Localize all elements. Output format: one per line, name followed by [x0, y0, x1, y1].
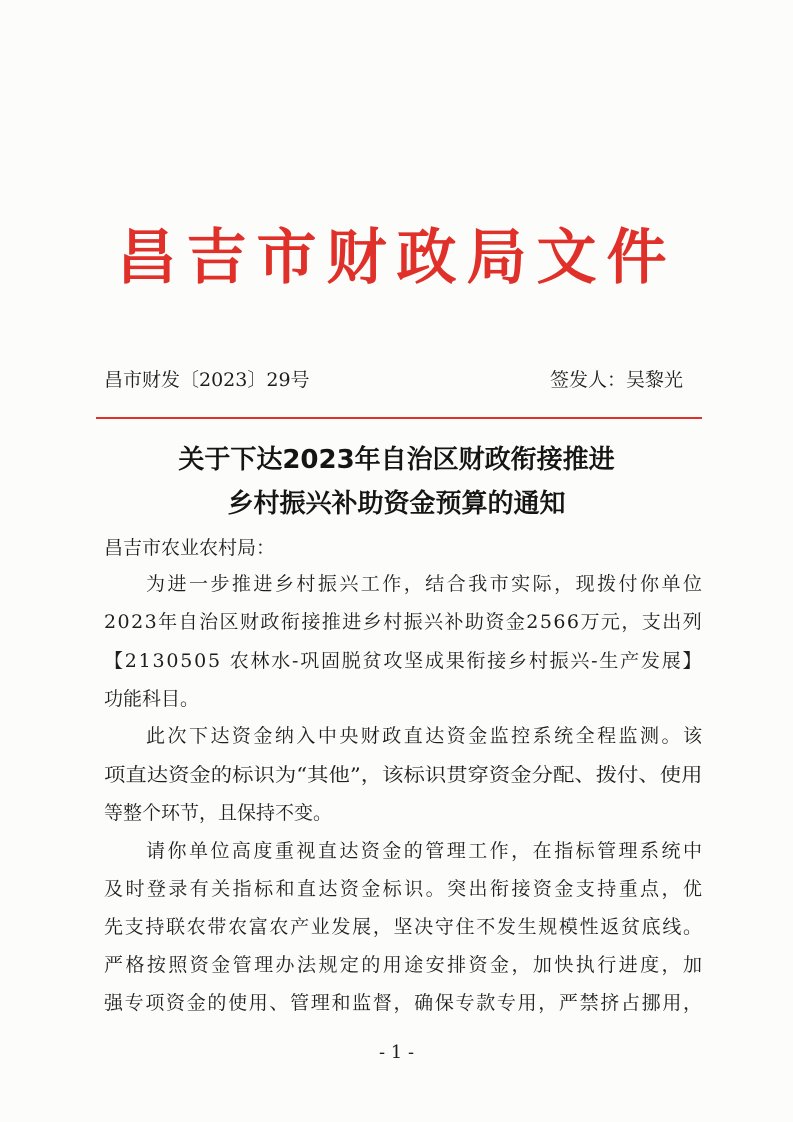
body-line: 功能科目。: [104, 688, 200, 710]
body-line: 强专项资金的使用、管理和监督，确保专款专用，严禁挤占挪用，: [104, 992, 704, 1014]
body-line: 先支持联农带农富农产业发展，坚决守住不发生规模性返贫底线。: [104, 916, 704, 938]
recipient: 昌吉市农业农村局：: [104, 537, 276, 559]
body-line: 此次下达资金纳入中央财政直达资金监控系统全程监测。该: [146, 725, 705, 747]
body-line: 【2130505 农林水-巩固脱贫攻坚成果衔接乡村振兴-生产发展】: [104, 650, 704, 672]
body-line: 为进一步推进乡村振兴工作，结合我市实际，现拨付你单位: [146, 573, 705, 595]
document-title: [0, 438, 793, 526]
document-number: 昌市财发〔2023〕29号: [104, 369, 310, 391]
signer: 签发人：吴黎光: [549, 369, 683, 391]
body-line: 2023年自治区财政衔接推进乡村振兴补助资金2566万元，支出列: [104, 611, 704, 633]
title-line-1: 关于下达2023年自治区财政衔接推进: [178, 445, 615, 475]
body-line: 请你单位高度重视直达资金的管理工作，在指标管理系统中: [146, 840, 705, 862]
title-line-2: 乡村振兴补助资金预算的通知: [227, 489, 566, 519]
document-masthead: 昌吉市财政局文件: [116, 223, 677, 293]
body-line: 及时登录有关指标和直达资金标识。突出衔接资金支持重点，优: [104, 878, 705, 900]
body-line: 项直达资金的标识为“其他”，该标识贯穿资金分配、拨付、使用: [104, 764, 703, 786]
body-line: 等整个环节，且保持不变。: [104, 802, 333, 824]
body-line: 严格按照资金管理办法规定的用途安排资金，加快执行进度，加: [104, 954, 705, 976]
red-divider-rule: [96, 417, 702, 419]
page-number: - 1 -: [378, 1042, 415, 1063]
